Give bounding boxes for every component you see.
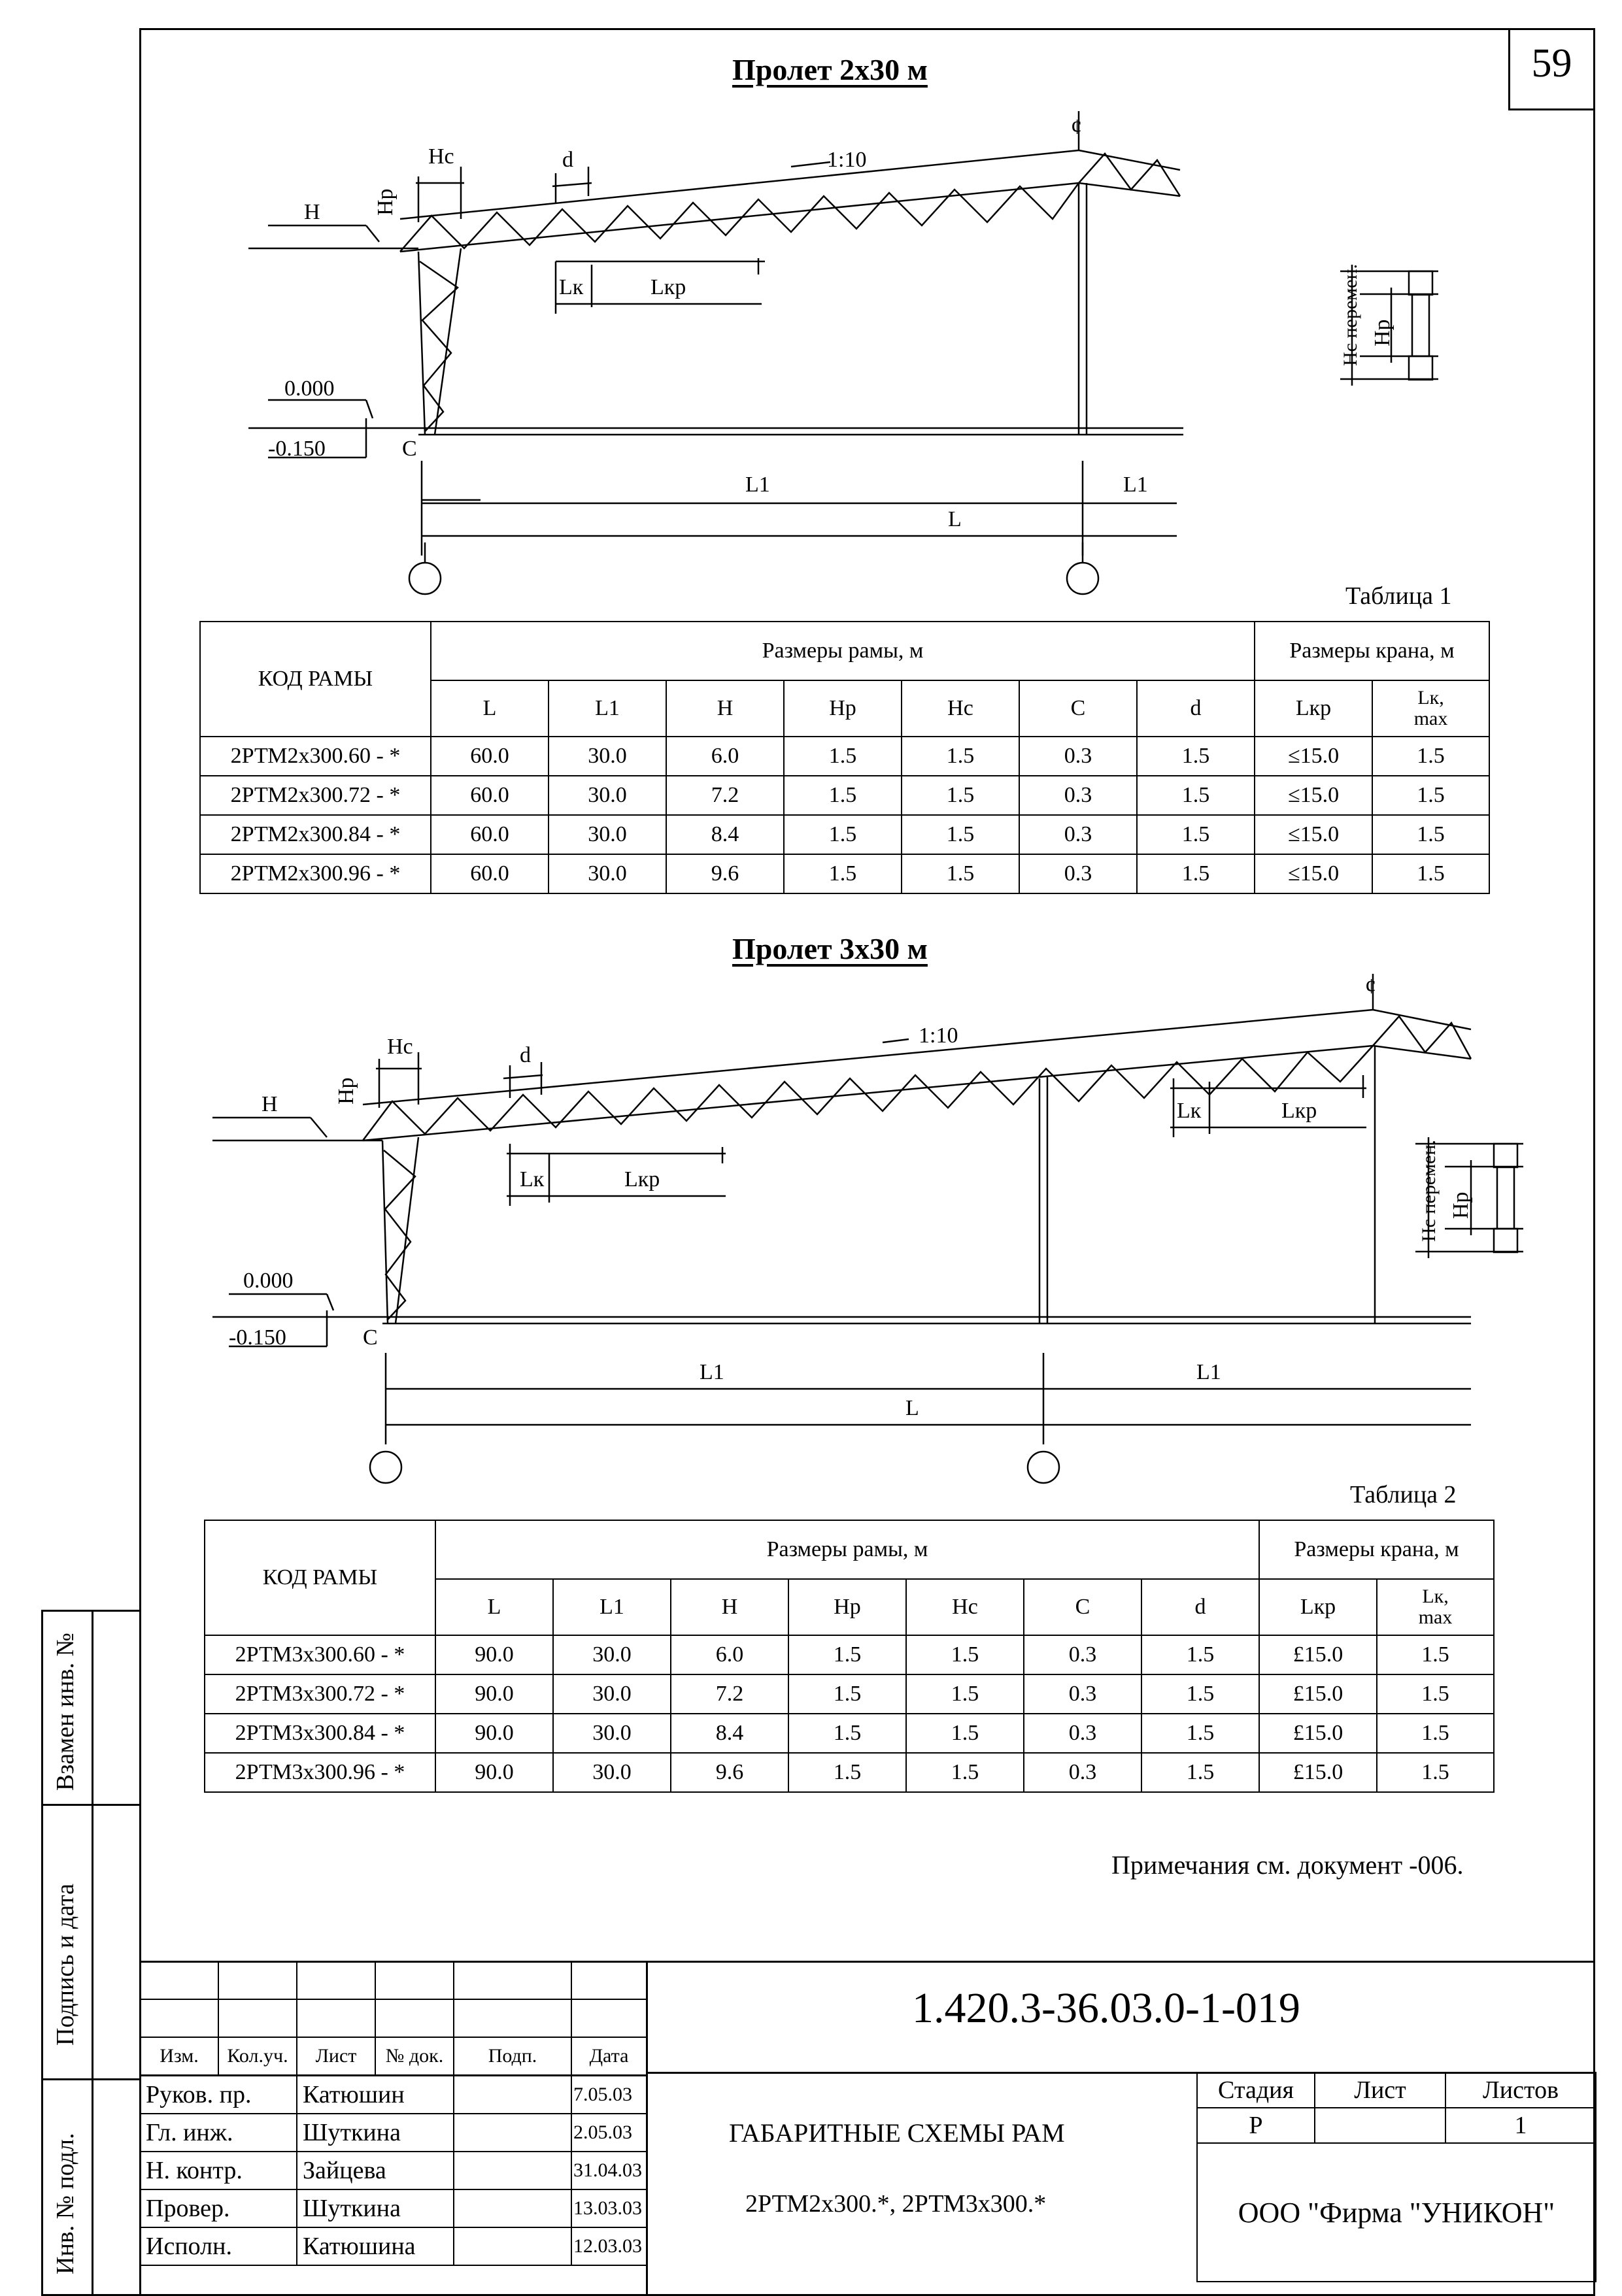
label-d: d: [520, 1043, 531, 1067]
value-cell: 1.5: [906, 1635, 1024, 1674]
person-signature: [454, 2152, 571, 2189]
value-cell: 9.6: [671, 1753, 788, 1792]
value-cell: 1.5: [1372, 854, 1489, 893]
value-cell: 0.3: [1024, 1753, 1141, 1792]
value-cell: 90.0: [435, 1674, 553, 1714]
label-minus: -0.150: [268, 437, 326, 461]
table-row: [205, 1753, 1494, 1792]
value-cell: ≤15.0: [1255, 776, 1372, 815]
axis-mark: ¢: [1365, 974, 1376, 999]
label-Hc: Hc: [428, 144, 454, 169]
col-header: H: [666, 680, 784, 737]
value-cell: 7.2: [671, 1674, 788, 1714]
label-L1: L1: [745, 473, 770, 497]
value-cell: 60.0: [431, 815, 549, 854]
label-H: H: [304, 200, 320, 224]
person-date: 13.03.03: [571, 2189, 647, 2227]
col-sign: Подп.: [454, 2037, 571, 2075]
table1-caption: Таблица 1: [1345, 582, 1452, 610]
col-kolych: Кол.уч.: [218, 2037, 297, 2075]
col-list: Лист: [297, 2037, 375, 2075]
value-cell: 1.5: [1377, 1714, 1494, 1753]
value-cell: 30.0: [549, 737, 666, 776]
value-cell: 30.0: [549, 776, 666, 815]
section2-title: Пролет 3х30 м: [732, 932, 928, 965]
col-header: Hc: [902, 680, 1019, 737]
label-hc-var: Hc перемен.: [1418, 1139, 1440, 1242]
table-row: [205, 1674, 1494, 1714]
value-cell: 30.0: [553, 1635, 671, 1674]
value-cell: £15.0: [1259, 1714, 1377, 1753]
value-cell: 60.0: [431, 854, 549, 893]
frame-code-cell: 2РТМ2х300.72 - *: [200, 776, 431, 815]
frame-code-cell: 2РТМ3х300.72 - *: [205, 1674, 435, 1714]
sheets-header: Листов: [1445, 2072, 1596, 2108]
value-cell: 1.5: [1137, 737, 1255, 776]
label-L: L: [905, 1396, 919, 1420]
value-cell: 0.3: [1019, 776, 1137, 815]
value-cell: 1.5: [1372, 815, 1489, 854]
value-cell: 1.5: [1141, 1674, 1259, 1714]
person-name: Катюшина: [297, 2227, 454, 2265]
value-cell: 0.3: [1024, 1714, 1141, 1753]
person-signature: [454, 2114, 571, 2152]
value-cell: 1.5: [902, 815, 1019, 854]
value-cell: 30.0: [553, 1753, 671, 1792]
person-role: Гл. инж.: [140, 2114, 297, 2152]
person-signature: [454, 2189, 571, 2227]
stamp-person-row: [140, 2076, 647, 2114]
label-Lk: Lк: [559, 275, 584, 299]
value-cell: 30.0: [553, 1714, 671, 1753]
value-cell: 1.5: [1377, 1635, 1494, 1674]
sheets-value: 1: [1445, 2108, 1596, 2143]
label-minus: -0.150: [229, 1325, 286, 1350]
value-cell: 1.5: [1141, 1714, 1259, 1753]
col-header: L1: [553, 1579, 671, 1635]
value-cell: 60.0: [431, 776, 549, 815]
crane-dims-header: Размеры крана, м: [1259, 1520, 1494, 1579]
stamp-person-row: [140, 2189, 647, 2227]
table-row: [205, 1635, 1494, 1674]
label-L1: L1: [1196, 1360, 1221, 1384]
side-label-inventory: Инв. № подл.: [52, 2133, 79, 2274]
frame-code-cell: 2РТМ2х300.60 - *: [200, 737, 431, 776]
col-header: Lк, max: [1377, 1579, 1494, 1635]
col-date: Дата: [571, 2037, 647, 2075]
frame-dims-header: Размеры рамы, м: [431, 622, 1255, 680]
doc-number: 1.420.3-36.03.0-1-019: [912, 1984, 1300, 2032]
person-name: Катюшин: [297, 2076, 454, 2114]
col-header: Hc: [906, 1579, 1024, 1635]
value-cell: 1.5: [902, 737, 1019, 776]
col-header: C: [1024, 1579, 1141, 1635]
label-slope: 1:10: [827, 148, 867, 172]
person-name: Шуткина: [297, 2114, 454, 2152]
person-signature: [454, 2227, 571, 2265]
note: Примечания см. документ -006.: [1111, 1850, 1464, 1880]
value-cell: 0.3: [1019, 737, 1137, 776]
table1-body: [200, 737, 1489, 893]
frame-code-cell: 2РТМ3х300.60 - *: [205, 1635, 435, 1674]
frame-code-cell: 2РТМ2х300.84 - *: [200, 815, 431, 854]
value-cell: 30.0: [553, 1674, 671, 1714]
label-Lk: Lк: [520, 1167, 545, 1191]
value-cell: 30.0: [549, 854, 666, 893]
drawing-2-labels: [229, 974, 1473, 1420]
col-header: d: [1137, 680, 1255, 737]
table1: [199, 621, 1490, 894]
drawing-1-geometry: [248, 111, 1438, 594]
value-cell: 1.5: [1141, 1635, 1259, 1674]
doc-title-line1: ГАБАРИТНЫЕ СХЕМЫ РАМ: [729, 2118, 1065, 2148]
stamp-person-row: [140, 2227, 647, 2265]
value-cell: 1.5: [902, 776, 1019, 815]
value-cell: 1.5: [1137, 776, 1255, 815]
value-cell: 6.0: [671, 1635, 788, 1674]
value-cell: 30.0: [549, 815, 666, 854]
col-header: C: [1019, 680, 1137, 737]
table-row: [200, 737, 1489, 776]
value-cell: 1.5: [1372, 776, 1489, 815]
sheet-number: 59: [1531, 41, 1572, 86]
frame-code-cell: 2РТМ3х300.96 - *: [205, 1753, 435, 1792]
company: ООО "Фирма "УНИКОН": [1197, 2143, 1596, 2282]
col-header: Lк, max: [1372, 680, 1489, 737]
col-header: d: [1141, 1579, 1259, 1635]
label-Lkr: Lкр: [1281, 1099, 1317, 1123]
stage-header: Стадия: [1197, 2072, 1315, 2108]
value-cell: 0.3: [1024, 1674, 1141, 1714]
sheet-header: Лист: [1315, 2072, 1445, 2108]
axis-mark: ¢: [1071, 115, 1082, 139]
label-L: L: [948, 507, 962, 531]
stamp-person-row: [140, 2152, 647, 2189]
col-header: L: [435, 1579, 553, 1635]
label-Hp: Hp: [373, 188, 397, 216]
value-cell: 1.5: [784, 815, 902, 854]
value-cell: £15.0: [1259, 1753, 1377, 1792]
people-body: [140, 2076, 647, 2265]
value-cell: 0.3: [1019, 854, 1137, 893]
value-cell: 1.5: [788, 1635, 906, 1674]
label-slope: 1:10: [919, 1023, 958, 1048]
person-role: Н. контр.: [140, 2152, 297, 2189]
person-signature: [454, 2076, 571, 2114]
person-role: Исполн.: [140, 2227, 297, 2265]
value-cell: 1.5: [784, 737, 902, 776]
value-cell: 1.5: [788, 1674, 906, 1714]
value-cell: 1.5: [1141, 1753, 1259, 1792]
value-cell: 1.5: [1137, 815, 1255, 854]
label-Hp: Hp: [1370, 319, 1394, 346]
person-role: Руков. пр.: [140, 2076, 297, 2114]
code-header: КОД РАМЫ: [205, 1520, 435, 1635]
table2-body: [205, 1635, 1494, 1792]
col-izm: Изм.: [140, 2037, 218, 2075]
value-cell: 1.5: [784, 854, 902, 893]
table-row: [200, 815, 1489, 854]
person-name: Шуткина: [297, 2189, 454, 2227]
side-label-replace: Взамен инв. №: [52, 1633, 79, 1791]
label-Hc: Hc: [387, 1035, 413, 1059]
value-cell: ≤15.0: [1255, 854, 1372, 893]
label-hc-var: Hc перемен.: [1340, 263, 1361, 366]
value-cell: 6.0: [666, 737, 784, 776]
drawing-1-labels: [268, 115, 1394, 531]
stamp-people: [139, 2075, 647, 2266]
col-header: L1: [549, 680, 666, 737]
person-date: 2.05.03: [571, 2114, 647, 2152]
section1-title: Пролет 2х30 м: [732, 53, 928, 86]
doc-title-line2: 2РТМ2х300.*, 2РТМ3х300.*: [745, 2190, 1047, 2218]
value-cell: ≤15.0: [1255, 815, 1372, 854]
value-cell: 1.5: [788, 1753, 906, 1792]
value-cell: 90.0: [435, 1753, 553, 1792]
label-Hp: Hp: [334, 1077, 358, 1105]
stamp-revisions: [139, 1961, 647, 2076]
value-cell: 1.5: [902, 854, 1019, 893]
col-header: L: [431, 680, 549, 737]
person-date: 12.03.03: [571, 2227, 647, 2265]
col-header: Lкр: [1259, 1579, 1377, 1635]
label-zero: 0.000: [243, 1269, 294, 1293]
value-cell: £15.0: [1259, 1674, 1377, 1714]
value-cell: 0.3: [1024, 1635, 1141, 1674]
label-C: C: [402, 437, 417, 461]
value-cell: 90.0: [435, 1714, 553, 1753]
person-date: 31.04.03: [571, 2152, 647, 2189]
value-cell: 1.5: [906, 1753, 1024, 1792]
label-L1: L1: [700, 1360, 724, 1384]
label-Lkr: Lкр: [624, 1167, 660, 1191]
table2-caption: Таблица 2: [1350, 1481, 1457, 1508]
stage-value: Р: [1197, 2108, 1315, 2143]
value-cell: ≤15.0: [1255, 737, 1372, 776]
value-cell: 1.5: [1372, 737, 1489, 776]
table-row: [200, 854, 1489, 893]
label-C: C: [363, 1325, 378, 1350]
label-d: d: [562, 148, 573, 172]
col-doc: № док.: [375, 2037, 454, 2075]
table-row: [200, 776, 1489, 815]
sheet-value: [1315, 2108, 1445, 2143]
stamp-stage: [1196, 2072, 1597, 2282]
value-cell: 60.0: [431, 737, 549, 776]
value-cell: 9.6: [666, 854, 784, 893]
person-role: Провер.: [140, 2189, 297, 2227]
value-cell: 1.5: [784, 776, 902, 815]
value-cell: 1.5: [906, 1674, 1024, 1714]
value-cell: 1.5: [906, 1714, 1024, 1753]
label-L1: L1: [1123, 473, 1148, 497]
value-cell: 1.5: [1377, 1753, 1494, 1792]
value-cell: 1.5: [1137, 854, 1255, 893]
value-cell: 8.4: [666, 815, 784, 854]
stamp-person-row: [140, 2114, 647, 2152]
frame-code-cell: 2РТМ2х300.96 - *: [200, 854, 431, 893]
value-cell: 7.2: [666, 776, 784, 815]
label-Lkr: Lкр: [650, 275, 686, 299]
frame-code-cell: 2РТМ3х300.84 - *: [205, 1714, 435, 1753]
label-Hp: Hp: [1449, 1191, 1473, 1219]
value-cell: 1.5: [1377, 1674, 1494, 1714]
col-header: Hp: [788, 1579, 906, 1635]
person-date: 7.05.03: [571, 2076, 647, 2114]
side-label-signature: Подпись и дата: [52, 1883, 79, 2046]
value-cell: 90.0: [435, 1635, 553, 1674]
col-header: Hp: [784, 680, 902, 737]
value-cell: 8.4: [671, 1714, 788, 1753]
label-H: H: [262, 1092, 278, 1116]
table2: [204, 1520, 1495, 1793]
label-Lk: Lк: [1177, 1099, 1202, 1123]
code-header: КОД РАМЫ: [200, 622, 431, 737]
label-zero: 0.000: [284, 376, 335, 401]
crane-dims-header: Размеры крана, м: [1255, 622, 1489, 680]
table-row: [205, 1714, 1494, 1753]
col-header: Lкр: [1255, 680, 1372, 737]
value-cell: £15.0: [1259, 1635, 1377, 1674]
value-cell: 1.5: [788, 1714, 906, 1753]
value-cell: 0.3: [1019, 815, 1137, 854]
person-name: Зайцева: [297, 2152, 454, 2189]
frame-dims-header: Размеры рамы, м: [435, 1520, 1259, 1579]
col-header: H: [671, 1579, 788, 1635]
